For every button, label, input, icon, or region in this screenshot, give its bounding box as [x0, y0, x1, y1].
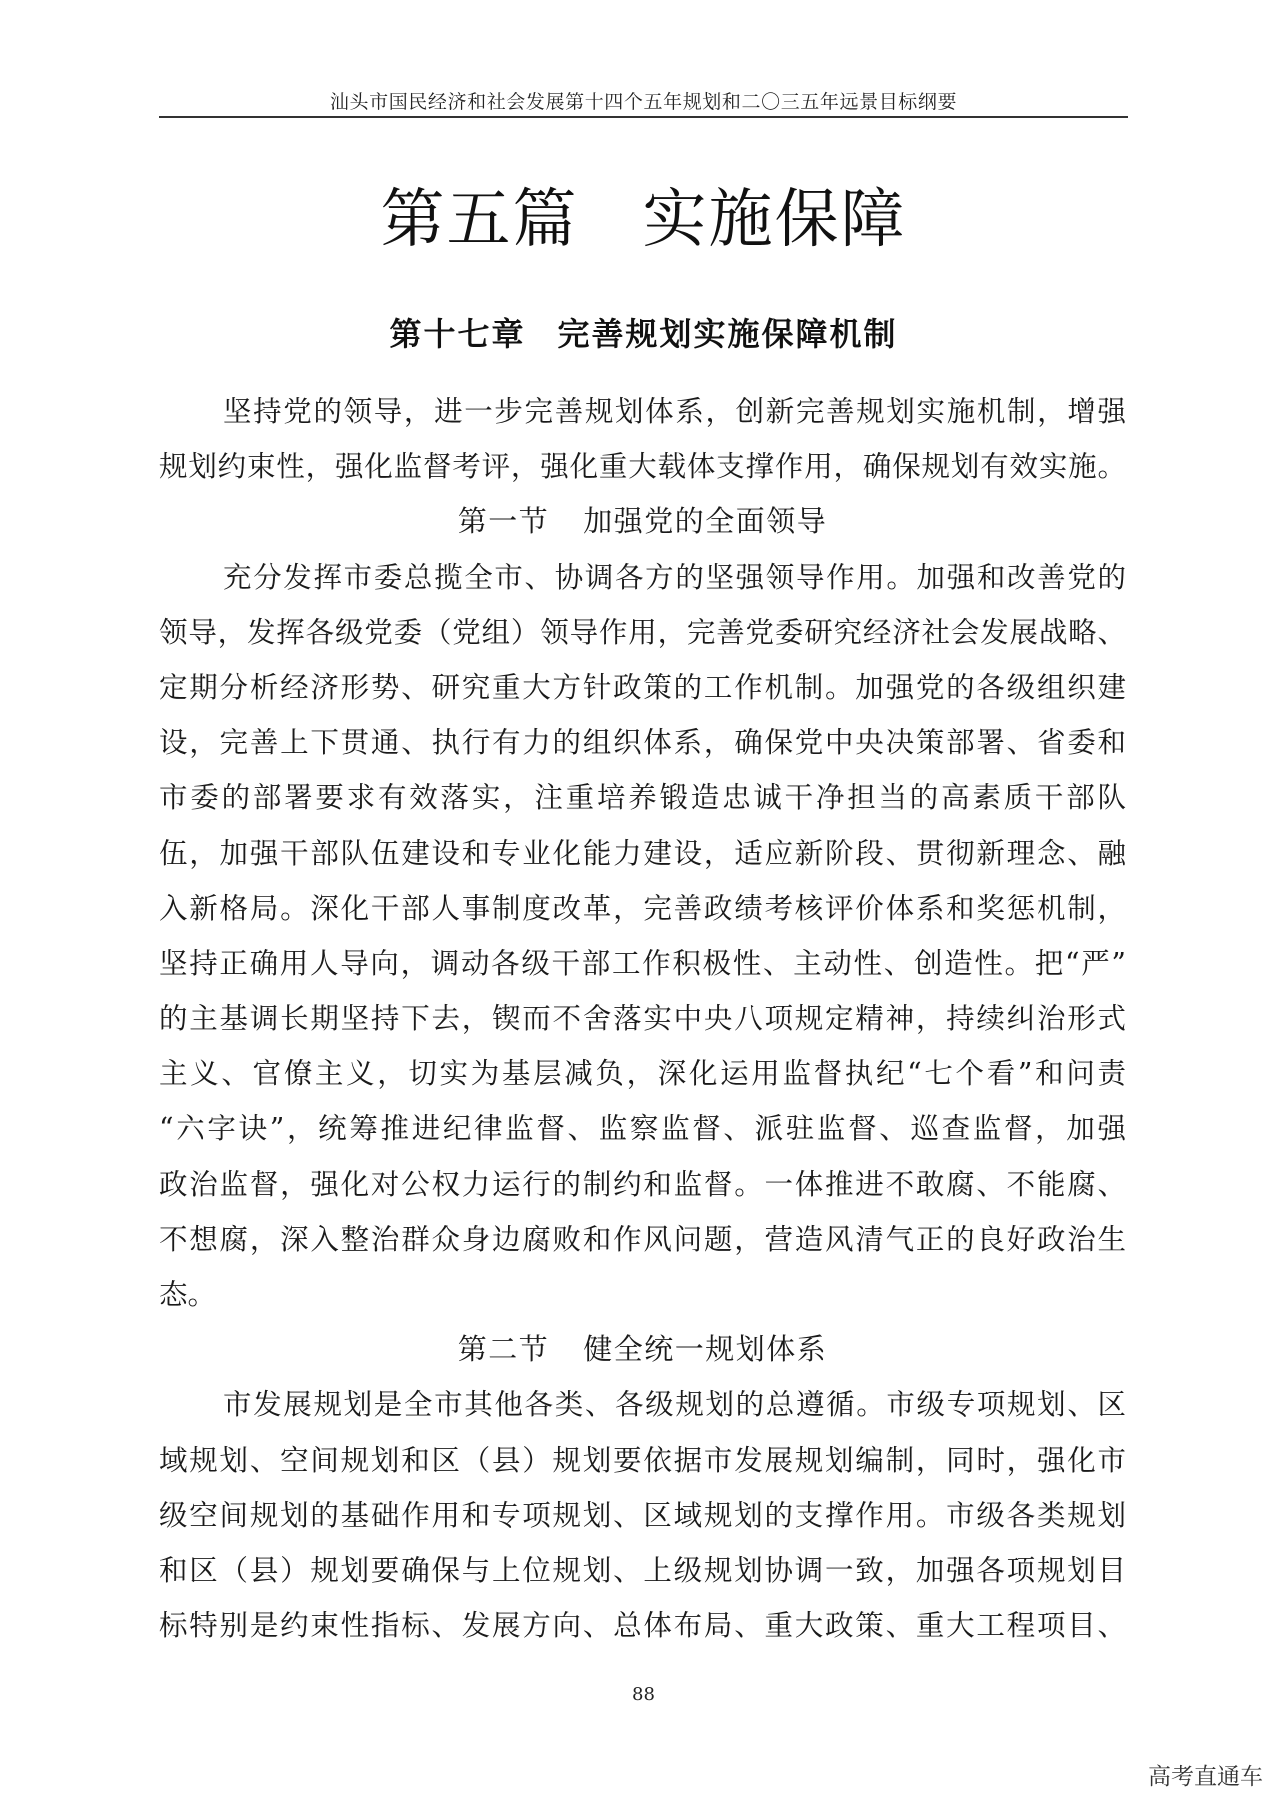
text-line: 充分发挥市委总揽全市、协调各方的坚强领导作用。加强和改善党的: [223, 560, 1126, 594]
text-line: 定期分析经济形势、研究重大方针政策的工作机制。加强党的各级组织建: [159, 670, 1126, 704]
section-number: 第一节: [457, 504, 550, 539]
text-line: 标特别是约束性指标、发展方向、总体布局、重大政策、重大工程项目、: [159, 1609, 1126, 1643]
section-heading-1: [159, 494, 1126, 549]
text-line: 和区（县）规划要确保与上位规划、上级规划协调一致，加强各项规划目: [159, 1553, 1126, 1587]
text-line: 市发展规划是全市其他各类、各级规划的总遵循。市级专项规划、区: [223, 1388, 1126, 1422]
text-line: 主义、官僚主义，切实为基层减负，深化运用监督执纪“七个看”和问责: [159, 1057, 1126, 1091]
part-title: [159, 180, 1128, 260]
text-line: “六字诀”，统筹推进纪律监督、监察监督、派驻监督、巡查监督，加强: [159, 1112, 1126, 1146]
watermark-text: 高考直通车: [1148, 1764, 1263, 1790]
running-header: 汕头市国民经济和社会发展第十四个五年规划和二〇三五年远景目标纲要: [329, 91, 958, 113]
text-line: 不想腐，深入整治群众身边腐败和作风问题，营造风清气正的良好政治生: [159, 1222, 1126, 1256]
chapter-name: 完善规划实施保障机制: [557, 315, 898, 353]
section-2-paragraph: [159, 1377, 1126, 1653]
section-title: 加强党的全面领导: [583, 504, 828, 539]
text-line: 设，完善上下贯通、执行有力的组织体系，确保党中央决策部署、省委和: [159, 726, 1126, 760]
text-line: 规划约束性，强化监督考评，强化重大载体支撑作用，确保规划有效实施。: [159, 450, 1126, 484]
text-line: 入新格局。深化干部人事制度改革，完善政绩考核评价体系和奖惩机制，: [159, 891, 1126, 925]
text-line: 域规划、空间规划和区（县）规划要依据市发展规划编制，同时，强化市: [159, 1443, 1126, 1477]
text-line: 市委的部署要求有效落实，注重培养锻造忠诚干净担当的高素质干部队: [159, 781, 1126, 815]
text-line: 政治监督，强化对公权力运行的制约和监督。一体推进不敢腐、不能腐、: [159, 1167, 1126, 1201]
intro-paragraph: [159, 384, 1126, 494]
chapter-title: [159, 310, 1128, 358]
text-line: 级空间规划的基础作用和专项规划、区域规划的支撑作用。市级各类规划: [159, 1498, 1126, 1532]
text-line: 领导，发挥各级党委（党组）领导作用，完善党委研究经济社会发展战略、: [159, 615, 1126, 649]
text-line: 坚持正确用人导向，调动各级干部工作积极性、主动性、创造性。把“严”: [159, 946, 1126, 980]
text-line: 坚持党的领导，进一步完善规划体系，创新完善规划实施机制，增强: [223, 395, 1126, 428]
text-line: 伍，加强干部队伍建设和专业化能力建设，适应新阶段、贯彻新理念、融: [159, 836, 1126, 870]
part-name: 实施保障: [642, 183, 907, 257]
section-heading-2: [159, 1322, 1126, 1377]
page-number: 88: [632, 1684, 655, 1705]
text-line: 的主基调长期坚持下去，锲而不舍落实中央八项规定精神，持续纠治形式: [159, 1002, 1126, 1036]
chapter-number: 第十七章: [389, 315, 526, 353]
section-1-paragraph: [159, 550, 1126, 1323]
section-title: 健全统一规划体系: [583, 1332, 828, 1367]
text-line: 态。: [159, 1278, 217, 1311]
section-number: 第二节: [457, 1332, 550, 1367]
header-rule: [159, 116, 1128, 118]
chapter-body: [159, 384, 1126, 1653]
part-number: 第五篇: [380, 183, 579, 257]
